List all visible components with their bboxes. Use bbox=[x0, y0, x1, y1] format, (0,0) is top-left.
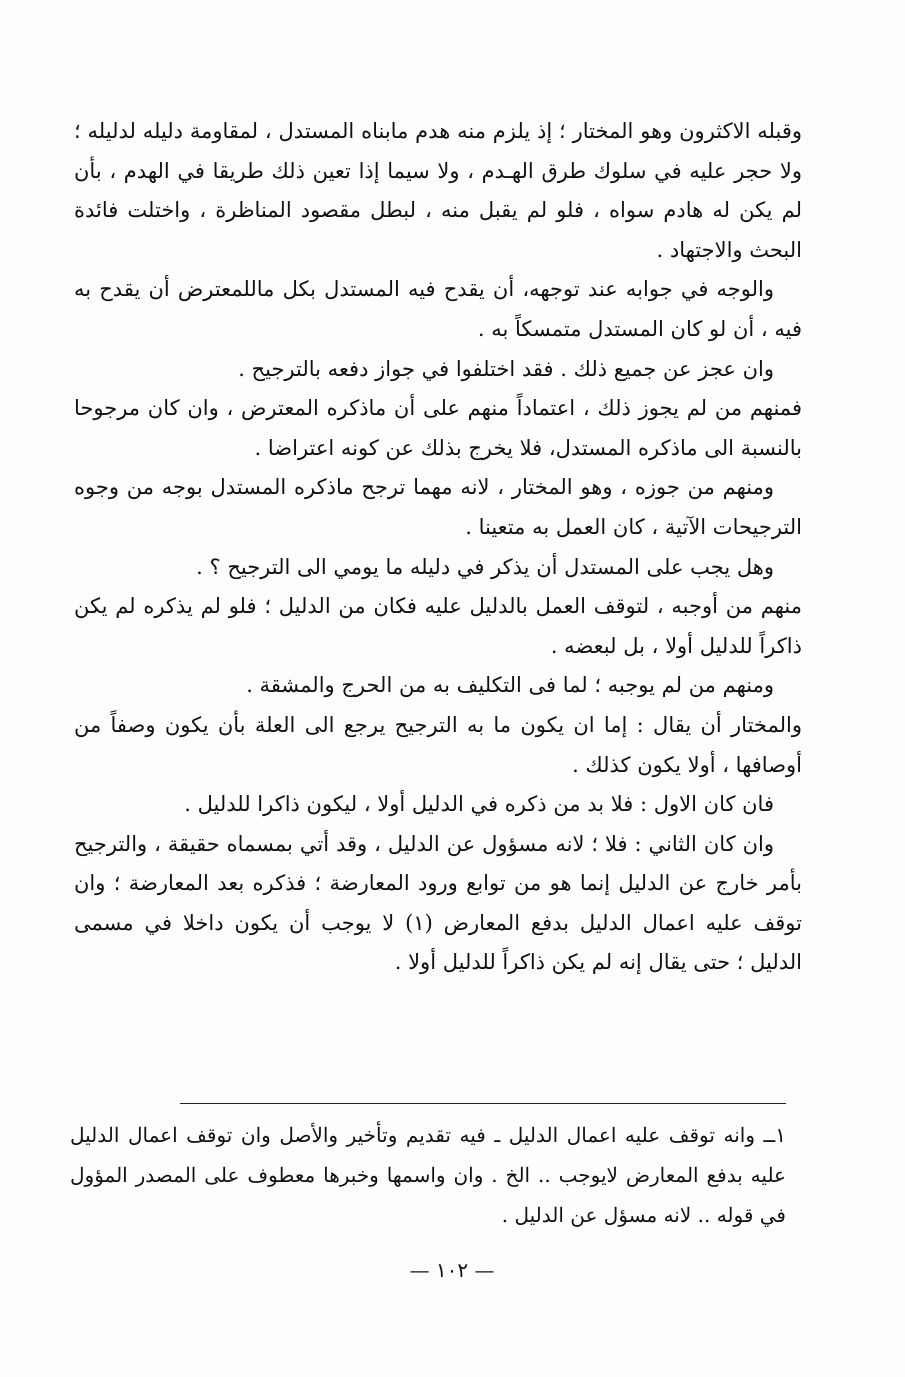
footnote: ١ــ وانه توقف عليه اعمال الدليل ـ فيه تقديم وتأخير والأصل وان توقف اعمال الدليل عليه بدفع المعارض لايوجب .. الخ . وان واسمها وخبرها معطوف على المصدر المؤول في قوله .. لانه مسؤل عن الدليل . bbox=[70, 1123, 786, 1227]
paragraph-7: منهم من أوجبه ، لتوقف العمل بالدليل عليه فكان من الدليل ؛ فلو لم يذكره لم يكن ذاكراً للدليل أولا ، بل لبعضه . bbox=[74, 594, 802, 658]
paragraph-5: ومنهم من جوزه ، وهو المختار ، لانه مهما ترجح ماذكره المستدل بوجه من وجوه الترجيحات الآتية ، كان العمل به متعينا . bbox=[74, 475, 802, 539]
paragraph-8: ومنهم من لم يوجبه ؛ لما فى التكليف به من الحرج والمشقة . bbox=[246, 673, 774, 698]
page-number: — ١٠٢ — bbox=[409, 1258, 495, 1282]
paragraph-1: وقبله الاكثرون وهو المختار ؛ إذ يلزم منه هدم مابناه المستدل ، لمقاومة دليله لدليله ؛ ولا حجر عليه في سلوك طرق الهـدم ، ولا سيما إذا تعين ذلك طريقا في الهدم ، بأن لم يكن له هادم سواه ، فلو لم يقبل منه ، لبطل مقصود المناظرة ، واختلت فائدة البحث والاجتهاد . bbox=[74, 119, 802, 262]
paragraph-11: وان كان الثاني : فلا ؛ لانه مسؤول عن الدليل ، وقد أتي بمسماه حقيقة ، والترجيح بأمر خارج عن الدليل إنما هو من توابع ورود المعارضة ؛ فذكره بعد المعارضة ؛ وان توقف عليه اعمال الدليل بدفع المعارض (١) لا يوجب أن يكون داخلا في مسمى الدليل ؛ حتى يقال إنه لم يكن ذاكراً للدليل أولا . bbox=[74, 831, 802, 975]
paragraph-3: وان عجز عن جميع ذلك . فقد اختلفوا في جواز دفعه بالترجيح . bbox=[238, 356, 774, 381]
paragraph-2: والوجه في جوابه عند توجهه، أن يقدح فيه المستدل بكل ماللمعترض أن يقدح به فيه ، أن لو كان المستدل متمسكاً به . bbox=[74, 277, 802, 341]
main-text bbox=[74, 112, 802, 983]
paragraph-9: والمختار أن يقال : إما ان يكون ما به الترجيح يرجع الى العلة بأن يكون وصفاً من أوصافها ، أولا يكون كذلك . bbox=[74, 712, 802, 777]
paragraph-4: فمنهم من لم يجوز ذلك ، اعتماداً منهم على أن ماذكره المعترض ، وان كان مرجوحا بالنسبة الى ماذكره المستدل، فلا يخرج بذلك عن كونه اعتراضا . bbox=[74, 396, 802, 460]
paragraph-10: فان كان الاول : فلا بد من ذكره في الدليل أولا ، ليكون ذاكرا للدليل . bbox=[184, 792, 774, 817]
footnote-divider bbox=[180, 1103, 786, 1104]
paragraph-6: وهل يجب على المستدل أن يذكر في دليله ما يومي الى الترجيح ؟ . bbox=[196, 554, 774, 579]
